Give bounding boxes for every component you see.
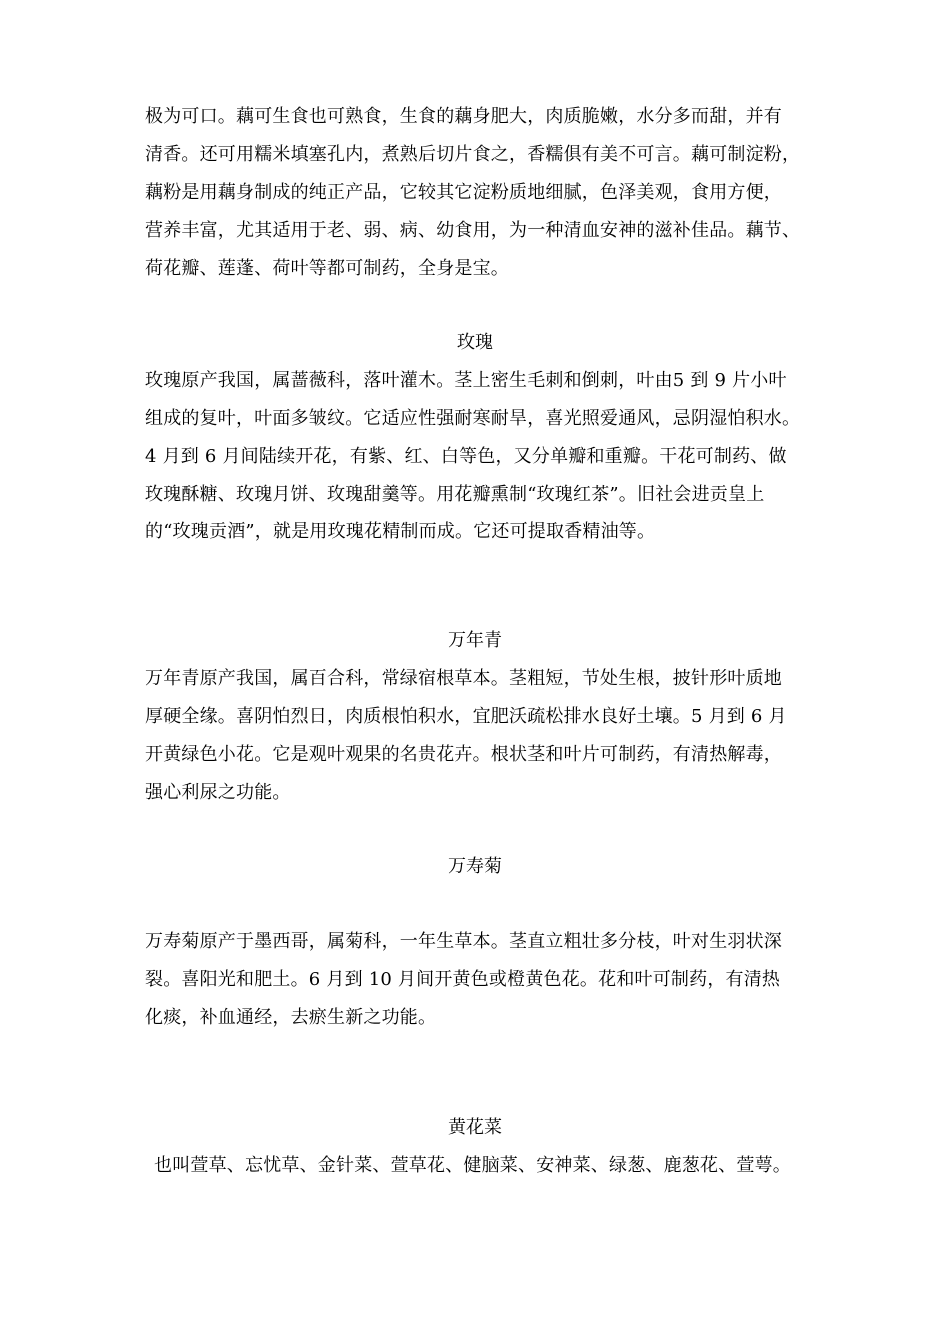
rohdea-heading: 万年青 <box>448 630 502 651</box>
marigold-line-1: 万寿菊原产于墨西哥，属菊科，一年生草本。茎直立粗壮多分枝，叶对生羽状深 <box>145 931 782 952</box>
lotus-root-line-5: 荷花瓣、莲蓬、荷叶等都可制药，全身是宝。 <box>145 258 509 279</box>
marigold-heading: 万寿菊 <box>448 856 502 877</box>
rohdea-line-4: 强心利尿之功能。 <box>145 782 291 803</box>
daylily-heading: 黄花菜 <box>448 1117 502 1138</box>
rose-line-4: 玫瑰酥糖、玫瑰月饼、玫瑰甜羹等。用花瓣熏制“玫瑰红茶”。旧社会进贡皇上 <box>145 484 765 505</box>
lotus-root-line-1: 极为可口。藕可生食也可熟食，生食的藕身肥大，肉质脆嫩，水分多而甜，并有 <box>145 106 782 127</box>
rohdea-line-1: 万年青原产我国，属百合科，常绿宿根草本。茎粗短，节处生根，披针形叶质地 <box>145 668 782 689</box>
marigold-line-3: 化痰，补血通经，去瘀生新之功能。 <box>145 1007 437 1028</box>
lotus-root-line-2: 清香。还可用糯米填塞孔内，煮熟后切片食之，香糯俱有美不可言。藕可制淀粉， <box>145 144 801 165</box>
lotus-root-line-3: 藕粉是用藕身制成的纯正产品，它较其它淀粉质地细腻，色泽美观，食用方便， <box>145 182 782 203</box>
rohdea-line-3: 开黄绿色小花。它是观叶观果的名贵花卉。根状茎和叶片可制药，有清热解毒， <box>145 744 782 765</box>
daylily-line-1: 也叫萱草、忘忧草、金针菜、萱草花、健脑菜、安神菜、绿葱、鹿葱花、萱萼。 <box>154 1155 791 1176</box>
rose-line-5: 的“玫瑰贡酒”，就是用玫瑰花精制而成。它还可提取香精油等。 <box>145 521 656 542</box>
rose-line-1: 玫瑰原产我国，属蔷薇科，落叶灌木。茎上密生毛刺和倒刺，叶由5 到 9 片小叶 <box>145 370 787 391</box>
rose-heading: 玫瑰 <box>457 332 493 353</box>
rose-line-2: 组成的复叶，叶面多皱纹。它适应性强耐寒耐旱，喜光照爱通风，忌阴湿怕积水。 <box>145 408 801 429</box>
rose-line-3: 4 月到 6 月间陆续开花，有紫、红、白等色，又分单瓣和重瓣。干花可制药、做 <box>145 446 787 467</box>
marigold-line-2: 裂。喜阳光和肥土。6 月到 10 月间开黄色或橙黄色花。花和叶可制药，有清热 <box>145 969 781 990</box>
rohdea-line-2: 厚硬全缘。喜阴怕烈日，肉质根怕积水，宜肥沃疏松排水良好土壤。5 月到 6 月 <box>145 706 787 727</box>
lotus-root-line-4: 营养丰富，尤其适用于老、弱、病、幼食用，为一种清血安神的滋补佳品。藕节、 <box>145 220 801 241</box>
